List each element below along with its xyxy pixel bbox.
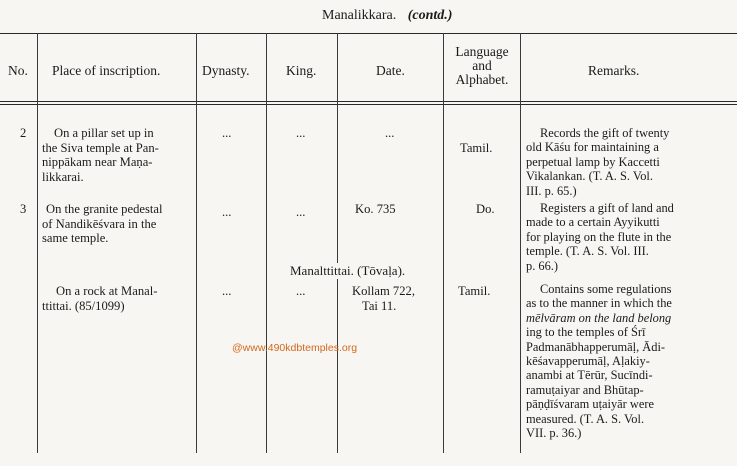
place-line: the Siva temple at Pan- — [42, 140, 159, 155]
row-2-no: 2 — [20, 126, 27, 140]
table-top-rule — [0, 33, 737, 34]
page-title-contd: (contd.) — [407, 8, 453, 23]
header-no: No. — [8, 63, 28, 78]
row-3-place — [42, 202, 162, 246]
place-line: On the granite pedestal — [46, 202, 163, 216]
remarks-line: for playing on the flute in the — [526, 229, 672, 244]
row-3-king: ... — [296, 205, 306, 219]
row-4-king: ... — [296, 284, 306, 298]
remarks-line: ramuṭaiyar and Bhūtap- — [526, 382, 644, 397]
section-heading: Manalttittai. (Tōvaḷa). — [290, 263, 406, 278]
remarks-line: Registers a gift of land and — [540, 201, 674, 215]
row-3-language: Do. — [476, 202, 495, 216]
page-title-text: Manalikkara. — [322, 8, 397, 23]
remarks-line: Records the gift of twenty — [540, 126, 670, 140]
remarks-line: Padmanābhapperumāḷ, Ādi- — [526, 339, 666, 354]
header-dynasty: Dynasty. — [202, 63, 250, 78]
remarks-line: VII. p. 36.) — [526, 426, 582, 441]
remarks-line: as to the manner in which the — [526, 296, 672, 311]
header-language-line: and — [472, 58, 492, 73]
watermark-text: @www.490kdbtemples.org — [232, 342, 358, 354]
header-bottom-rule-2 — [0, 104, 737, 105]
place-line: nippākam near Maṇa- — [42, 155, 153, 170]
row-4-language: Tamil. — [458, 284, 491, 298]
page-title — [322, 8, 452, 24]
header-language-line: Alphabet. — [455, 72, 509, 87]
col-divider-4 — [337, 33, 338, 453]
date-line: Tai 11. — [362, 298, 397, 313]
remarks-line: anambi at Tērūr, Sucīndi- — [526, 368, 653, 383]
row-2-king: ... — [296, 126, 306, 140]
row-4-remarks — [526, 282, 726, 440]
col-divider-3 — [266, 33, 267, 453]
remarks-line: temple. (T. A. S. Vol. III. — [526, 244, 649, 259]
place-line: ttittai. (85/1099) — [42, 298, 125, 313]
place-line: likkarai. — [42, 169, 84, 184]
header-king: King. — [286, 63, 317, 78]
remarks-line: pāṇḍīśvaram uṭaiyār were — [526, 397, 654, 412]
header-place: Place of inscription. — [52, 63, 161, 78]
row-3-remarks — [526, 201, 726, 273]
remarks-line: Contains some regulations — [540, 282, 672, 296]
remarks-line: kēśavapperumāḷ, Aḷakiy- — [526, 354, 650, 369]
remarks-line: III. p. 65.) — [526, 183, 577, 198]
remarks-line: ing to the temples of Śrī — [526, 325, 646, 340]
col-divider-6 — [520, 33, 521, 453]
place-line: On a pillar set up in — [54, 126, 154, 140]
remarks-line: made to a certain Ayyikutti — [526, 215, 660, 230]
place-line: of Nandikēśvara in the — [42, 216, 157, 231]
row-3-no: 3 — [20, 202, 27, 216]
header-date: Date. — [376, 63, 405, 78]
row-3-dynasty: ... — [222, 205, 232, 219]
row-2-place — [42, 126, 159, 184]
place-line: On a rock at Manal- — [56, 284, 158, 298]
remarks-line: p. 66.) — [526, 258, 559, 273]
row-3-date: Ko. 735 — [355, 202, 396, 216]
date-line: Kollam 722, — [352, 284, 415, 298]
header-language-line: Language — [455, 44, 509, 59]
row-2-remarks — [526, 126, 726, 198]
row-2-date: ... — [385, 126, 395, 140]
header-language — [447, 45, 517, 87]
row-2-language: Tamil. — [460, 141, 493, 155]
header-remarks: Remarks. — [588, 63, 640, 78]
place-line: same temple. — [42, 231, 109, 246]
row-4-place — [42, 284, 157, 313]
remarks-line: perpetual lamp by Kaccetti — [526, 154, 660, 169]
col-divider-2 — [196, 33, 197, 453]
row-2-dynasty: ... — [222, 126, 232, 140]
remarks-line: old Kāśu for maintaining a — [526, 140, 659, 155]
remarks-line: measured. (T. A. S. Vol. — [526, 411, 645, 426]
row-4-dynasty: ... — [222, 284, 232, 298]
col-divider-5 — [443, 33, 444, 453]
remarks-line: mēlvāram on the land belong — [526, 310, 672, 325]
row-4-date — [352, 284, 415, 313]
col-divider-1 — [37, 33, 38, 453]
remarks-line: Vikalankan. (T. A. S. Vol. — [526, 169, 653, 184]
header-bottom-rule — [0, 101, 737, 102]
